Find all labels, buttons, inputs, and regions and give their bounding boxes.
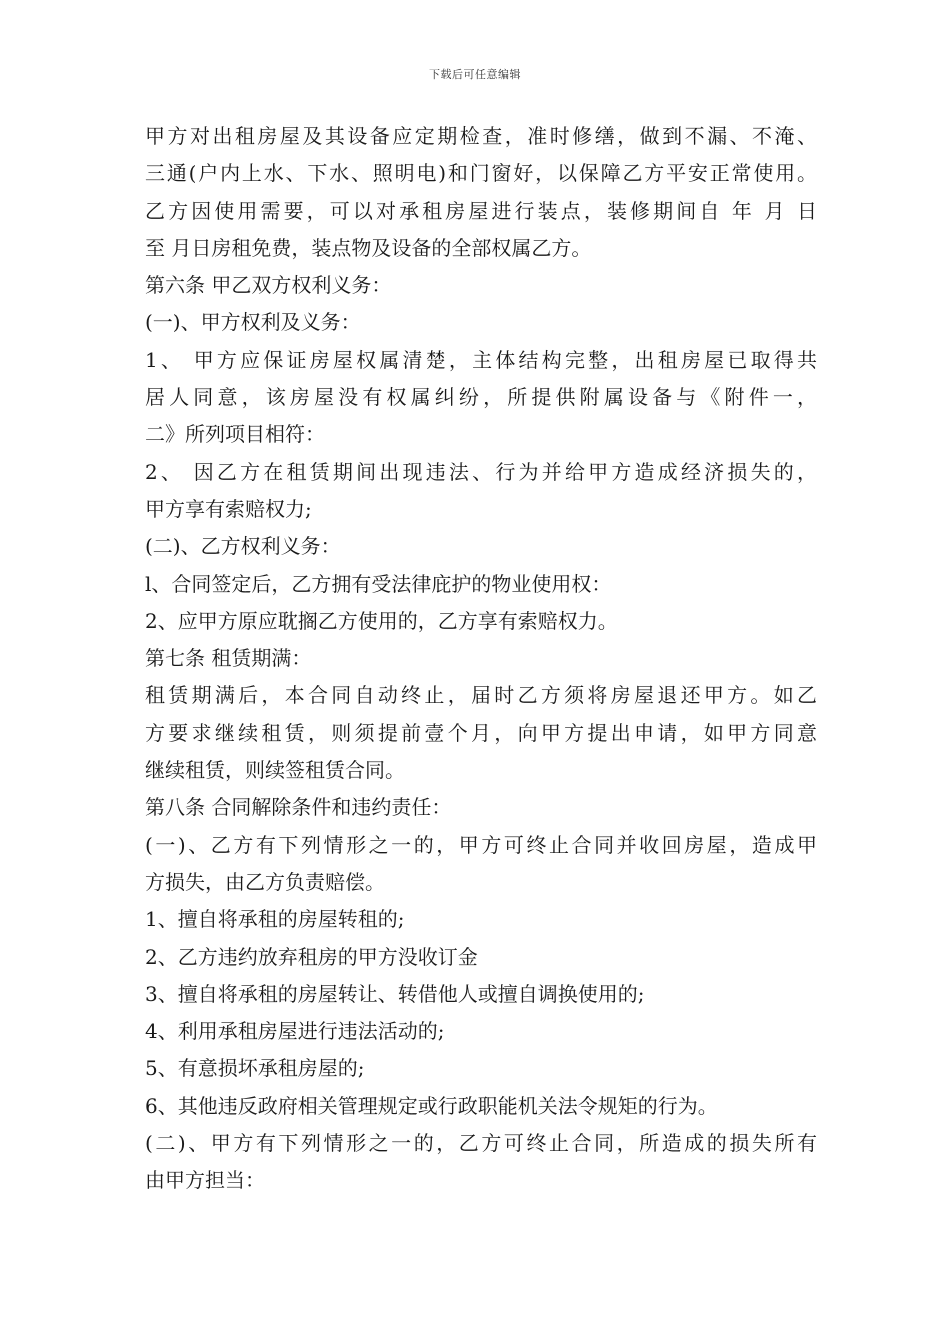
article-heading: 第六条 甲乙双方权利义务： — [145, 273, 392, 298]
text-line: 租赁期满后，本合同自动终止，届时乙方须将房屋退还甲方。如乙 — [145, 683, 817, 708]
list-item: 4、利用承租房屋进行违法活动的; — [145, 1019, 445, 1044]
text-line: 方要求继续租赁，则须提前壹个月，向甲方提出申请，如甲方同意 — [145, 720, 817, 745]
text-line: 三通(户内上水、下水、照明电)和门窗好，以保障乙方平安正常使用。 — [145, 161, 817, 186]
section-heading: (二)、乙方权利义务： — [145, 534, 341, 559]
text-line: 由甲方担当： — [145, 1168, 265, 1193]
text-line: 乙方因使用需要，可以对承租房屋进行装点，装修期间自 年 月 日 — [145, 198, 817, 223]
article-heading: 第八条 合同解除条件和违约责任： — [145, 795, 452, 820]
text-line: 二》所列项目相符： — [145, 422, 325, 447]
text-line: 2、 因乙方在租赁期间出现违法、行为并给甲方造成经济损失的， — [145, 459, 817, 484]
section-heading: (一)、甲方权利及义务： — [145, 310, 361, 335]
text-line: 继续租赁，则续签租赁合同。 — [145, 758, 405, 783]
text-line: 居人同意，该房屋没有权属纠纷，所提供附属设备与《附件一， — [145, 385, 817, 410]
text-line: (二)、甲方有下列情形之一的，乙方可终止合同，所造成的损失所有 — [145, 1131, 817, 1156]
list-item: 1、擅自将承租的房屋转租的; — [145, 907, 405, 932]
text-line: 甲方对出租房屋及其设备应定期检查，准时修缮，做到不漏、不淹、 — [145, 124, 817, 148]
text-line: 至 月日房租免费，装点物及设备的全部权属乙方。 — [145, 235, 592, 260]
text-line: 2、应甲方原应耽搁乙方使用的，乙方享有索赔权力。 — [145, 608, 618, 633]
list-item: 5、有意损坏承租房屋的; — [145, 1056, 365, 1081]
contract-body — [145, 118, 817, 1200]
list-item: 2、乙方违约放弃租房的甲方没收订金 — [145, 944, 478, 969]
text-line: 1、 甲方应保证房屋权属清楚，主体结构完整，出租房屋已取得共 — [145, 347, 817, 372]
page-header-note: 下载后可任意编辑 — [429, 68, 521, 81]
list-item: 3、擅自将承租的房屋转让、转借他人或擅自调换使用的; — [145, 981, 645, 1006]
text-line: 方损失，由乙方负责赔偿。 — [145, 869, 385, 894]
article-heading: 第七条 租赁期满： — [145, 646, 312, 671]
text-line: (一)、乙方有下列情形之一的，甲方可终止合同并收回房屋，造成甲 — [145, 832, 817, 857]
list-item: 6、其他违反政府相关管理规定或行政职能机关法令规矩的行为。 — [145, 1093, 718, 1118]
text-line: l、合同签定后，乙方拥有受法律庇护的物业使用权： — [145, 571, 612, 596]
text-line: 甲方享有索赔权力; — [145, 496, 312, 521]
